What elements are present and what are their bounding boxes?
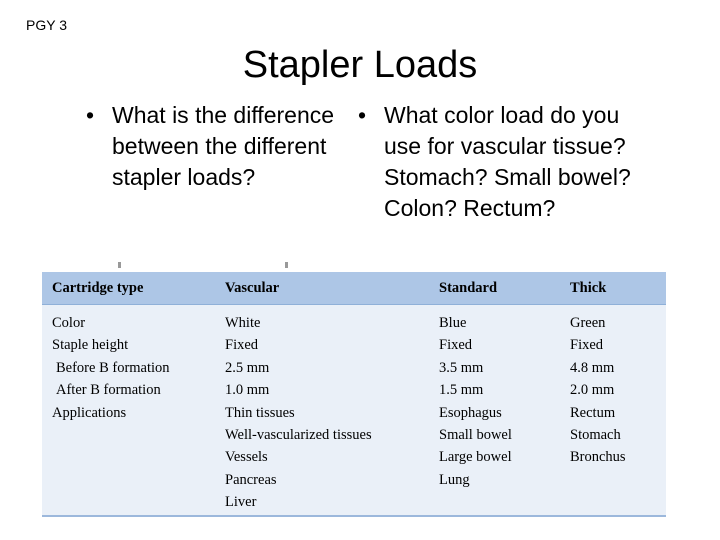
- table-cell: Color: [52, 315, 86, 331]
- stapler-cartridge-table: [42, 272, 666, 517]
- table-cell: 2.5 mm: [225, 359, 270, 376]
- table-cell: Thin tissues: [225, 404, 295, 421]
- table-cell: Well-vascularized tissues: [225, 427, 372, 444]
- table-cell: Bronchus: [570, 449, 626, 466]
- bullet-marker: •: [358, 102, 367, 128]
- table-header-cell: Cartridge type: [52, 280, 144, 296]
- table-cell: 4.8 mm: [570, 359, 615, 376]
- table-cell: Green: [570, 315, 606, 331]
- table-cell: Before B formation: [56, 359, 170, 376]
- table-column-thick: [570, 312, 626, 469]
- table-cell: 2.0 mm: [570, 382, 615, 399]
- table-cell: Stomach: [570, 427, 621, 444]
- table-cell: After B formation: [56, 382, 161, 399]
- cropped-text-fragment: [118, 262, 121, 268]
- cropped-text-fragment: [285, 262, 288, 268]
- table-cell: Lung: [439, 471, 470, 488]
- bullet-marker: •: [86, 102, 95, 128]
- table-cell: Fixed: [439, 337, 473, 354]
- table-divider: [42, 304, 666, 305]
- table-cell: Liver: [225, 494, 257, 511]
- table-cell: Fixed: [570, 337, 604, 354]
- table-cell: 1.0 mm: [225, 382, 270, 399]
- slide-title: Stapler Loads: [242, 44, 478, 86]
- table-cell: 1.5 mm: [439, 382, 484, 399]
- table-cell: Large bowel: [439, 449, 512, 466]
- left-bullet-list: [86, 100, 356, 193]
- table-header-cell: Standard: [439, 280, 498, 296]
- table-cell: Pancreas: [225, 471, 277, 488]
- table-cell: Small bowel: [439, 427, 512, 444]
- table-cell: White: [225, 315, 261, 331]
- table-cell: Staple height: [52, 337, 129, 354]
- slide-tag: PGY 3: [26, 17, 67, 33]
- table-cell: Fixed: [225, 337, 259, 354]
- table-column-row-labels: [52, 312, 170, 424]
- table-column-standard: [439, 312, 512, 491]
- right-bullet-list: [358, 100, 648, 224]
- bullet-item: [86, 100, 356, 193]
- table-column-vascular: [225, 312, 372, 514]
- table-cell: 3.5 mm: [439, 359, 484, 376]
- table-cell: Esophagus: [439, 404, 502, 421]
- table-header-cell: Vascular: [225, 280, 280, 296]
- table-cell: Blue: [439, 315, 467, 331]
- bullet-text: What color load do you use for vascular tissue? Stomach? Small bowel? Colon? Rectum?: [384, 102, 631, 221]
- table-cell: Rectum: [570, 404, 616, 421]
- table-header-row: [42, 272, 666, 304]
- bullet-item: [358, 100, 648, 224]
- table-cell: Vessels: [225, 449, 268, 466]
- table-header-cell: Thick: [570, 280, 607, 296]
- table-cell: Applications: [52, 404, 127, 421]
- bullet-text: What is the difference between the different stapler loads?: [112, 102, 335, 190]
